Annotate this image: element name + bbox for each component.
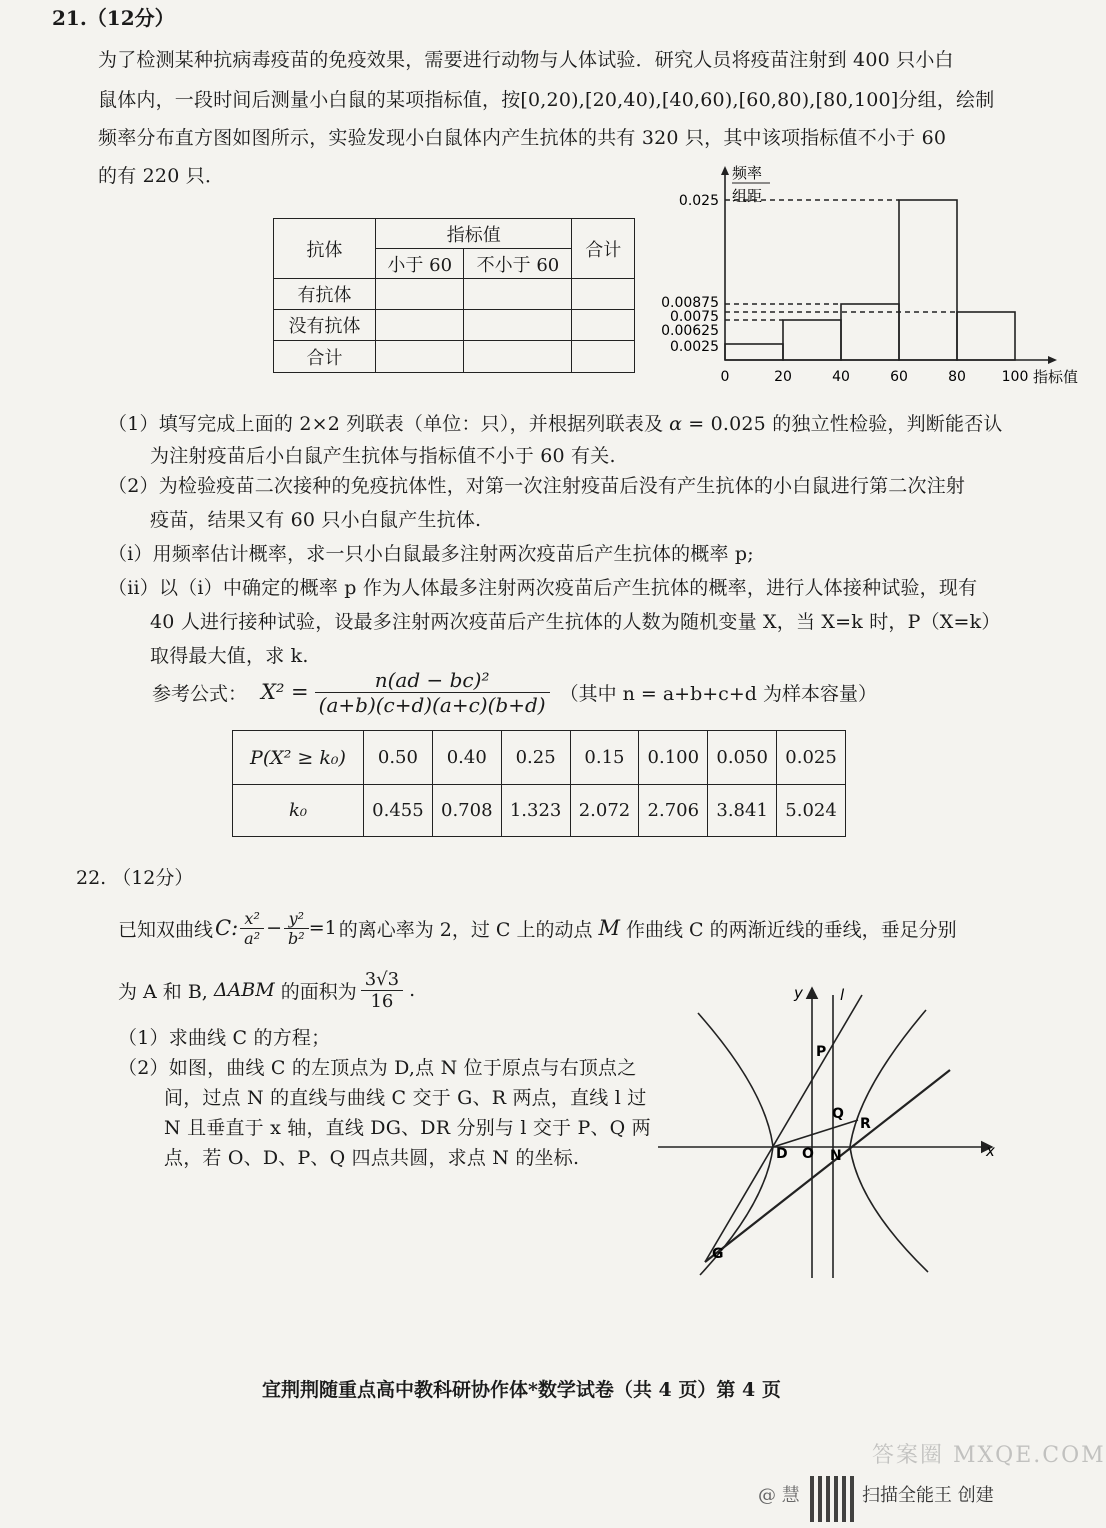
- k-value-cell: 0.708: [432, 785, 501, 837]
- k-value-cell: 1.323: [501, 785, 570, 837]
- p-value-cell: 0.40: [432, 731, 501, 785]
- x-tick-label: 80: [948, 369, 966, 385]
- label-G: G: [712, 1246, 724, 1262]
- triangle-ABM: ΔABM: [213, 979, 275, 1001]
- x-tick-label: 100: [1001, 369, 1029, 385]
- header-lt60: 小于 60: [376, 249, 464, 279]
- blank-cell: [464, 310, 572, 341]
- x-axis-title: 指标值: [1033, 368, 1079, 386]
- formula-numerator: n(ad − bc)²: [315, 668, 550, 693]
- q22-part2-line: （2）如图，曲线 C 的左顶点为 D,点 N 位于原点与右顶点之: [118, 1057, 637, 1079]
- x-tick-label: 60: [890, 369, 908, 385]
- q21-part1-line: 为注射疫苗后小白鼠产生抗体与指标值不小于 60 有关.: [150, 445, 616, 467]
- p-value-cell: 0.50: [364, 731, 433, 785]
- q22-part2-line: 点，若 O、D、P、Q 四点共圆，求点 N 的坐标.: [164, 1147, 580, 1169]
- watermark-brand: 答案圈 MXQE.COM: [872, 1443, 1106, 1468]
- x-term: [240, 909, 264, 948]
- x-axis-arrow: [1048, 356, 1057, 364]
- p-value-cell: 0.100: [639, 731, 708, 785]
- y-tick-label: 0.00625: [661, 323, 719, 339]
- q21-score: （12分）: [86, 6, 175, 30]
- y-axis-arrow: [721, 166, 729, 175]
- chi-square-table: [232, 730, 846, 837]
- blank-cell: [464, 279, 572, 310]
- header-index: 指标值: [376, 219, 572, 249]
- q22-part1: （1）求曲线 C 的方程；: [118, 1027, 331, 1049]
- label-x: x: [986, 1142, 995, 1160]
- a2: a²: [244, 928, 261, 948]
- label-y: y: [794, 984, 803, 1002]
- q21-number: 21.: [52, 6, 87, 30]
- y-axis-title-top: 频率: [732, 164, 763, 182]
- row-label-without-antibody: 没有抗体: [274, 310, 376, 341]
- formula-note: （其中 n = a+b+c+d 为样本容量）: [559, 682, 877, 705]
- x-tick-label: 40: [832, 369, 850, 385]
- y-tick-label: 0.025: [678, 193, 719, 209]
- y-tick-label: 0.00875: [661, 295, 719, 311]
- q21-intro-line: 的有 220 只．: [98, 165, 225, 187]
- watermark-qr-code: [810, 1476, 856, 1522]
- q21-part1-line: = 0.025 的独立性检验，判断能否认: [688, 413, 1003, 435]
- header-ge60: 不小于 60: [464, 249, 572, 279]
- x-tick-label: 0: [720, 369, 730, 385]
- q22-number: 22.: [76, 867, 107, 889]
- q22-part2-line: 间，过点 N 的直线与曲线 C 交于 G、R 两点，直线 l 过: [164, 1087, 647, 1109]
- q22-line1: [118, 898, 957, 958]
- label-D: D: [776, 1146, 788, 1162]
- q22-text: 已知双曲线: [118, 918, 214, 941]
- b2: b²: [288, 928, 305, 948]
- q22-header: [76, 868, 193, 888]
- y2: y²: [284, 909, 309, 929]
- hyperbola-figure: [652, 975, 1012, 1285]
- q22-text: 为 A 和 B,: [118, 980, 208, 1003]
- q21-part2ii-line: 40 人进行接种试验，设最多注射两次疫苗后产生抗体的人数为随机变量 X，当 X=k 时，P（X=k）: [150, 611, 1001, 633]
- equals-one: =1: [308, 917, 337, 939]
- label-l: l: [840, 986, 845, 1004]
- q21-part2i: （i）用频率估计概率，求一只小白鼠最多注射两次疫苗后产生抗体的概率 p;: [108, 543, 754, 565]
- k-value-cell: 2.072: [570, 785, 639, 837]
- histogram-bar: [783, 320, 841, 360]
- line-GR: [705, 1070, 950, 1262]
- blank-cell: [464, 341, 572, 373]
- contingency-table: [273, 218, 635, 373]
- reference-formula: [152, 662, 877, 722]
- blank-cell: [376, 341, 464, 373]
- label-P: P: [816, 1044, 827, 1060]
- q21-intro-line: 鼠体内，一段时间后测量小白鼠的某项指标值，按[0,20),[20,40),[40,60),[60,80),[80,100]分组，绘制: [98, 89, 995, 111]
- q21-part2-line: 疫苗，结果又有 60 只小白鼠产生抗体.: [150, 509, 482, 531]
- alpha-symbol: α: [669, 413, 683, 435]
- formula-denominator: (a+b)(c+d)(a+c)(b+d): [318, 692, 546, 717]
- y-term: [284, 909, 309, 948]
- curve-name: C:: [215, 916, 239, 940]
- page-footer: 宜荆荆随重点高中教科研协作体*数学试卷（共 4 页）第 4 页: [262, 1379, 781, 1401]
- row-label-k0: k₀: [233, 785, 364, 837]
- p-value-cell: 0.15: [570, 731, 639, 785]
- watermark-left: @ 慧: [758, 1485, 800, 1506]
- row-label-with-antibody: 有抗体: [274, 279, 376, 310]
- q22-text: .: [409, 979, 416, 1001]
- k-value-cell: 0.455: [364, 785, 433, 837]
- p-value-cell: 0.025: [777, 731, 846, 785]
- area-denominator: 16: [370, 990, 394, 1012]
- q22-text: 的离心率为 2，过 C 上的动点: [338, 918, 593, 941]
- row-label-probability: P(X² ≥ k₀): [233, 731, 364, 785]
- q22-line2: [118, 960, 415, 1020]
- y-axis-title-bottom: 组距: [732, 187, 763, 205]
- header-antibody: 抗体: [274, 219, 376, 279]
- formula-fraction: [315, 668, 550, 717]
- k-value-cell: 3.841: [708, 785, 777, 837]
- q21-part1: [108, 410, 1038, 472]
- q21-intro-line: 频率分布直方图如图所示，实验发现小白鼠体内产生抗体的共有 320 只，其中该项指标值不小于 60: [98, 127, 947, 149]
- area-numerator: 3√3: [361, 969, 403, 991]
- hyperbola-right-branch: [850, 1010, 928, 1272]
- q21-part1-line: （1）填写完成上面的 2×2 列联表（单位：只），并根据列联表及: [108, 413, 664, 435]
- q22-parts: [118, 1024, 658, 1174]
- hyperbola-left-branch: [698, 1013, 773, 1275]
- header-total: 合计: [572, 219, 635, 279]
- q21-part2-line: （2）为检验疫苗二次接种的免疫抗体性，对第一次注射疫苗后没有产生抗体的小白鼠进行第二次注射: [108, 475, 966, 497]
- minus-sign: −: [266, 917, 283, 939]
- q22-text: 作曲线 C 的两渐近线的垂线，垂足分别: [625, 918, 957, 941]
- label-O: O: [802, 1146, 814, 1162]
- blank-cell: [572, 341, 635, 373]
- formula-lhs: X² =: [261, 680, 309, 704]
- k-value-cell: 2.706: [639, 785, 708, 837]
- p-value-cell: 0.25: [501, 731, 570, 785]
- q22-score: （12分）: [112, 867, 194, 889]
- x-tick-label: 20: [774, 369, 792, 385]
- point-M: M: [598, 916, 620, 940]
- frequency-histogram: [640, 160, 1079, 390]
- blank-cell: [376, 279, 464, 310]
- histogram-bar: [899, 200, 957, 360]
- q21-part2ii-line: 取得最大值，求 k.: [150, 645, 309, 667]
- q21-header: [52, 8, 175, 28]
- k-value-cell: 5.024: [777, 785, 846, 837]
- p-value-cell: 0.050: [708, 731, 777, 785]
- watermark-right: 扫描全能王 创建: [862, 1485, 994, 1506]
- label-Q: Q: [832, 1106, 844, 1122]
- label-N: N: [830, 1148, 842, 1164]
- line-DG: [705, 995, 862, 1262]
- formula-label: 参考公式：: [152, 682, 248, 705]
- q21-part2ii-line: （ii）以（i）中确定的概率 p 作为人体最多注射两次疫苗后产生抗体的概率，进行人体接种试验，现有: [108, 577, 978, 599]
- blank-cell: [376, 310, 464, 341]
- histogram-bar: [957, 312, 1015, 360]
- histogram-bar: [725, 344, 783, 360]
- blank-cell: [572, 279, 635, 310]
- area-fraction: [361, 969, 403, 1012]
- x2: x²: [240, 909, 264, 929]
- q22-part2-line: N 且垂直于 x 轴，直线 DG、DR 分别与 l 交于 P、Q 两: [164, 1117, 651, 1139]
- y-tick-label: 0.0075: [670, 309, 719, 325]
- blank-cell: [572, 310, 635, 341]
- y-tick-label: 0.0025: [670, 339, 719, 355]
- label-R: R: [860, 1116, 871, 1132]
- q22-text: 的面积为: [280, 980, 357, 1003]
- q21-intro-line: 为了检测某种抗病毒疫苗的免疫效果，需要进行动物与人体试验．研究人员将疫苗注射到 400 只小白: [98, 49, 954, 71]
- row-label-total: 合计: [274, 341, 376, 373]
- q21-part2: [108, 472, 1038, 676]
